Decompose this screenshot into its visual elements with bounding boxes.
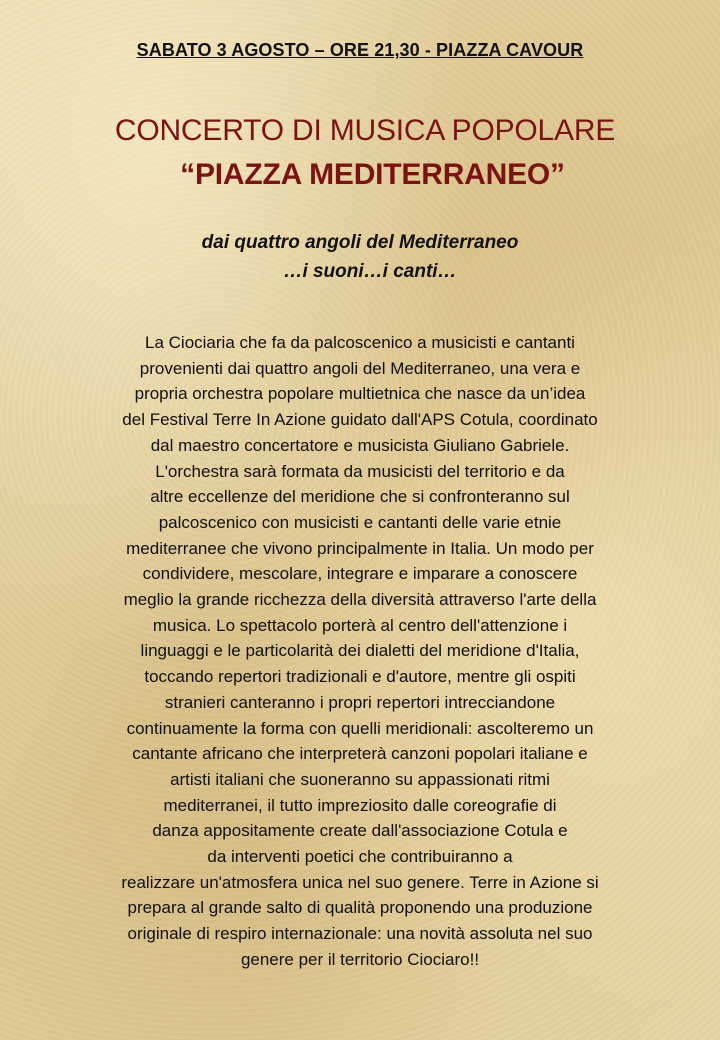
description-line: dal maestro concertatore e musicista Giuliano Gabriele. bbox=[150, 435, 570, 455]
description-line: genere per il territorio Ciociaro!! bbox=[240, 949, 480, 969]
description-line: toccando repertori tradizionali e d'autore, mentre gli ospiti bbox=[144, 667, 576, 687]
description-line: continuamente la forma con quelli meridionali: ascolteremo un bbox=[126, 718, 594, 738]
description-line: realizzare un'atmosfera unica nel suo genere. Terre in Azione si bbox=[121, 872, 599, 892]
description-line: stranieri canteranno i propri repertori intrecciandone bbox=[164, 692, 556, 712]
description-paragraph bbox=[60, 330, 660, 973]
description-line: altre eccellenze del meridione che si confronteranno sul bbox=[150, 487, 570, 507]
description-line: musica. Lo spettacolo porterà al centro dell'attenzione i bbox=[152, 615, 568, 635]
description-line: palcoscenico con musicisti e cantanti delle varie etnie bbox=[158, 512, 562, 532]
description-line: provenienti dai quattro angoli del Mediterraneo, una vera e bbox=[139, 358, 581, 378]
description-line: cantante africano che interpreterà canzoni popolari italiane e bbox=[132, 744, 588, 764]
event-subtitle-name: “PIAZZA MEDITERRANEO” bbox=[180, 158, 565, 191]
description-line: originale di respiro internazionale: una novità assoluta nel suo bbox=[127, 924, 593, 944]
event-title: CONCERTO DI MUSICA POPOLARE bbox=[114, 114, 616, 147]
description-line: prepara al grande salto di qualità proponendo una produzione bbox=[127, 898, 593, 918]
description-line: meglio la grande ricchezza della diversità attraverso l'arte della bbox=[123, 590, 597, 610]
description-line: condividere, mescolare, integrare e imparare a conoscere bbox=[142, 564, 578, 584]
description-line: mediterranei, il tutto impreziosito dalle coreografie di bbox=[163, 795, 557, 815]
tagline-line-2: …i suoni…i canti… bbox=[283, 261, 457, 282]
description-line: L'orchestra sarà formata da musicisti del territorio e da bbox=[155, 461, 565, 481]
event-date-line: SABATO 3 AGOSTO – ORE 21,30 - PIAZZA CAVOUR bbox=[136, 40, 584, 60]
tagline-line-1: dai quattro angoli del Mediterraneo bbox=[201, 232, 519, 253]
description-line: mediterranee che vivono principalmente in Italia. Un modo per bbox=[126, 538, 594, 558]
description-line: danza appositamente create dall'associazione Cotula e bbox=[152, 821, 568, 841]
description-line: linguaggi e le particolarità dei dialetti del meridione d'Italia, bbox=[140, 641, 580, 661]
description-line: propria orchestra popolare multietnica che nasce da un’idea bbox=[134, 384, 586, 404]
description-line: da interventi poetici che contribuiranno a bbox=[207, 847, 513, 867]
description-line: La Ciociaria che fa da palcoscenico a musicisti e cantanti bbox=[145, 333, 575, 352]
description-line: del Festival Terre In Azione guidato dall'APS Cotula, coordinato bbox=[122, 410, 598, 430]
description-line: artisti italiani che suoneranno su appassionati ritmi bbox=[170, 769, 550, 789]
